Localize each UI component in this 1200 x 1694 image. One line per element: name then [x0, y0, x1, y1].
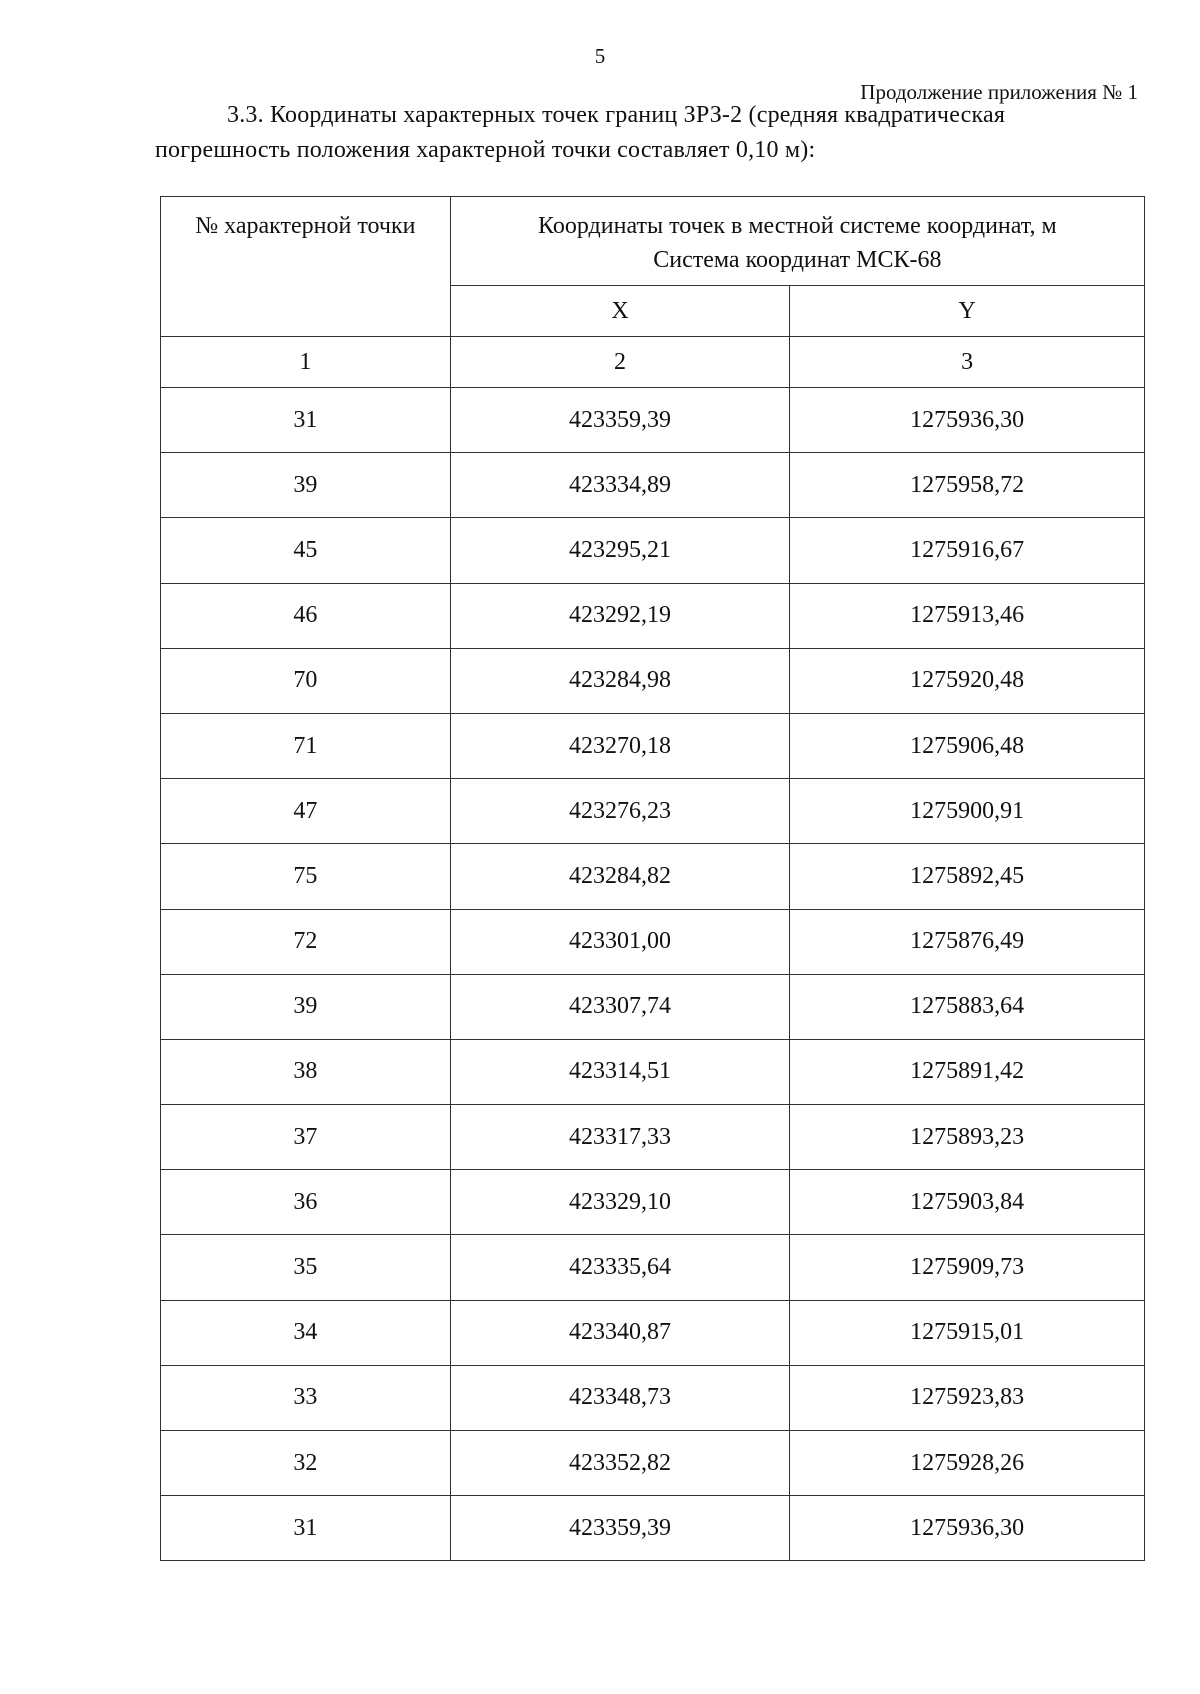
header-coordinates-title: Координаты точек в местной системе координат, м: [538, 213, 1057, 239]
cell-y: 1275958,72: [790, 453, 1145, 518]
table-row: [161, 1235, 1145, 1300]
cell-point-number: 33: [161, 1365, 451, 1430]
header-y: Y: [790, 286, 1145, 337]
cell-point-number: 31: [161, 388, 451, 453]
cell-point-number: 71: [161, 713, 451, 778]
table-column-index-row: [161, 337, 1145, 388]
cell-y: 1275916,67: [790, 518, 1145, 583]
section-heading: [155, 98, 1145, 168]
cell-x: 423314,51: [450, 1039, 790, 1104]
cell-point-number: 32: [161, 1431, 451, 1496]
cell-y: 1275891,42: [790, 1039, 1145, 1104]
cell-y: 1275928,26: [790, 1431, 1145, 1496]
cell-point-number: 39: [161, 453, 451, 518]
cell-y: 1275906,48: [790, 713, 1145, 778]
table-row: [161, 1496, 1145, 1561]
cell-y: 1275923,83: [790, 1365, 1145, 1430]
header-coordinates: [450, 197, 1144, 286]
header-x: X: [450, 286, 790, 337]
column-index-1: 1: [161, 337, 451, 388]
cell-point-number: 75: [161, 844, 451, 909]
cell-point-number: 46: [161, 583, 451, 648]
cell-x: 423335,64: [450, 1235, 790, 1300]
cell-x: 423284,82: [450, 844, 790, 909]
cell-point-number: 34: [161, 1300, 451, 1365]
table-row: [161, 1431, 1145, 1496]
cell-point-number: 45: [161, 518, 451, 583]
section-heading-text: 3.3. Координаты характерных точек границ ЗРЗ-2 (средняя квадратическая погрешность положения характерной точки составляет 0,10 м):: [155, 102, 1006, 163]
cell-x: 423284,98: [450, 648, 790, 713]
cell-y: 1275900,91: [790, 779, 1145, 844]
cell-x: 423270,18: [450, 713, 790, 778]
cell-y: 1275893,23: [790, 1105, 1145, 1170]
cell-x: 423292,19: [450, 583, 790, 648]
header-coordinate-system: Система координат МСК-68: [653, 247, 942, 273]
cell-point-number: 36: [161, 1170, 451, 1235]
table-row: [161, 1039, 1145, 1104]
column-index-3: 3: [790, 337, 1145, 388]
cell-x: 423359,39: [450, 1496, 790, 1561]
cell-point-number: 39: [161, 974, 451, 1039]
cell-point-number: 38: [161, 1039, 451, 1104]
cell-x: 423340,87: [450, 1300, 790, 1365]
cell-y: 1275903,84: [790, 1170, 1145, 1235]
cell-x: 423317,33: [450, 1105, 790, 1170]
table-row: [161, 518, 1145, 583]
table-row: [161, 648, 1145, 713]
cell-x: 423352,82: [450, 1431, 790, 1496]
cell-point-number: 47: [161, 779, 451, 844]
cell-x: 423307,74: [450, 974, 790, 1039]
cell-x: 423276,23: [450, 779, 790, 844]
table-row: [161, 583, 1145, 648]
appendix-note: Продолжение приложения № 1: [860, 80, 1138, 104]
cell-y: 1275909,73: [790, 1235, 1145, 1300]
table-header-row: [161, 197, 1145, 286]
cell-x: 423301,00: [450, 909, 790, 974]
cell-x: 423329,10: [450, 1170, 790, 1235]
cell-x: 423334,89: [450, 453, 790, 518]
table-row: [161, 844, 1145, 909]
coordinates-table: [160, 196, 1145, 1561]
cell-point-number: 72: [161, 909, 451, 974]
cell-y: 1275892,45: [790, 844, 1145, 909]
table-row: [161, 1365, 1145, 1430]
table-row: [161, 779, 1145, 844]
header-point-number: № характерной точки: [161, 197, 451, 337]
cell-y: 1275936,30: [790, 388, 1145, 453]
table-row: [161, 713, 1145, 778]
table-row: [161, 974, 1145, 1039]
cell-y: 1275915,01: [790, 1300, 1145, 1365]
table-row: [161, 1300, 1145, 1365]
column-index-2: 2: [450, 337, 790, 388]
cell-y: 1275876,49: [790, 909, 1145, 974]
table-row: [161, 453, 1145, 518]
cell-point-number: 35: [161, 1235, 451, 1300]
cell-point-number: 37: [161, 1105, 451, 1170]
table-row: [161, 1105, 1145, 1170]
cell-x: 423295,21: [450, 518, 790, 583]
cell-point-number: 31: [161, 1496, 451, 1561]
table-row: [161, 1170, 1145, 1235]
table-row: [161, 388, 1145, 453]
cell-y: 1275883,64: [790, 974, 1145, 1039]
cell-y: 1275936,30: [790, 1496, 1145, 1561]
cell-y: 1275920,48: [790, 648, 1145, 713]
table-row: [161, 909, 1145, 974]
cell-x: 423348,73: [450, 1365, 790, 1430]
cell-point-number: 70: [161, 648, 451, 713]
cell-y: 1275913,46: [790, 583, 1145, 648]
page-number: 5: [594, 44, 606, 68]
cell-x: 423359,39: [450, 388, 790, 453]
